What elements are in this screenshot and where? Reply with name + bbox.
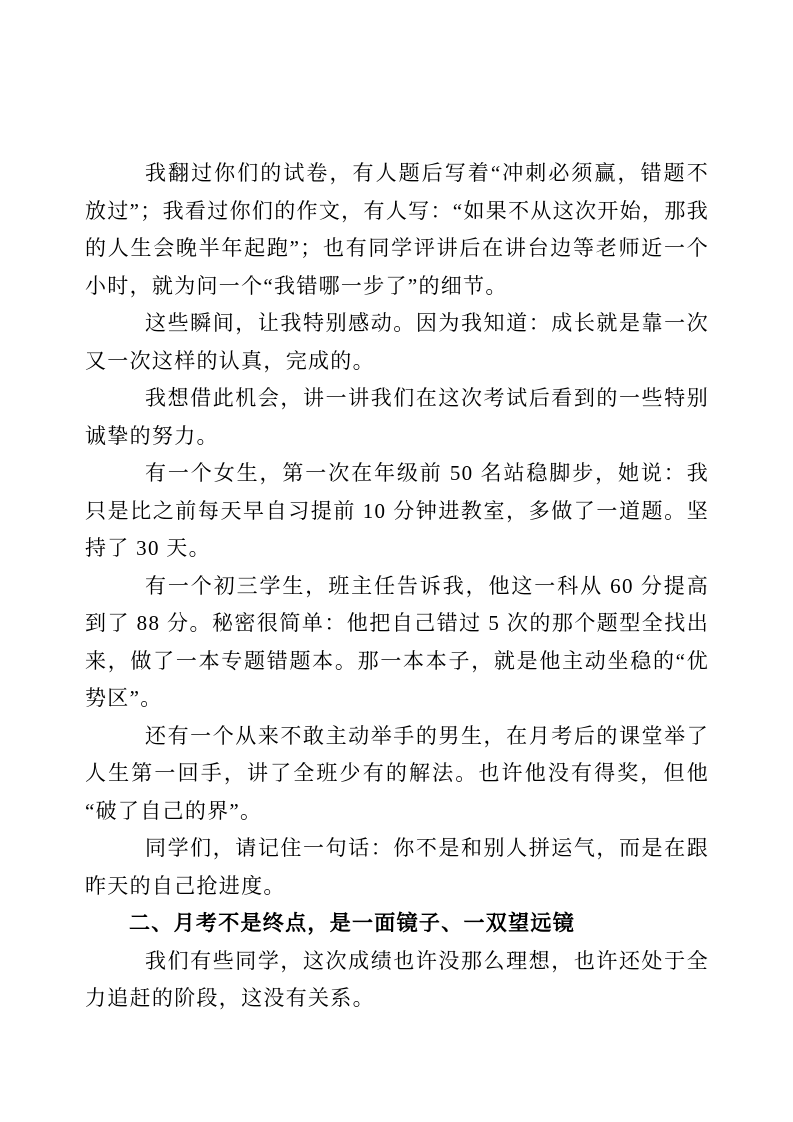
paragraph: 我翻过你们的试卷，有人题后写着“冲刺必须赢，错题不放过”；我看过你们的作文，有人写：“如果不从这次开始，那我的人生会晚半年起跑”；也有同学评讲后在讲台边等老师近一个小时，就为问一个“我错哪一步了”的细节。	[85, 161, 709, 298]
paragraph: 有一个初三学生，班主任告诉我，他这一科从 60 分提高到了 88 分。秘密很简单：他把自己错过 5 次的那个题型全找出来，做了一本专题错题本。那一本本子，就是他主动坐稳的“优势区”。	[85, 573, 709, 710]
paragraph: 我想借此机会，讲一讲我们在这次考试后看到的一些特别诚挚的努力。	[85, 386, 709, 448]
paragraph: 有一个女生，第一次在年级前 50 名站稳脚步，她说：我只是比之前每天早自习提前 10 分钟进教室，多做了一道题。坚持了 30 天。	[85, 461, 709, 560]
section-heading: 二、月考不是终点，是一面镜子、一双望远镜	[129, 911, 575, 935]
paragraph: 同学们，请记住一句话：你不是和别人拼运气，而是在跟昨天的自己抢进度。	[85, 836, 709, 898]
paragraph: 我们有些同学，这次成绩也许没那么理想，也许还处于全力追赶的阶段，这没有关系。	[85, 948, 709, 1010]
paragraph: 还有一个从来不敢主动举手的男生，在月考后的课堂举了人生第一回手，讲了全班少有的解法。也许他没有得奖，但他“破了自己的界”。	[85, 723, 709, 823]
document-text-block	[85, 155, 709, 1018]
paragraph: 这些瞬间，让我特别感动。因为我知道：成长就是靠一次又一次这样的认真，完成的。	[85, 311, 709, 373]
